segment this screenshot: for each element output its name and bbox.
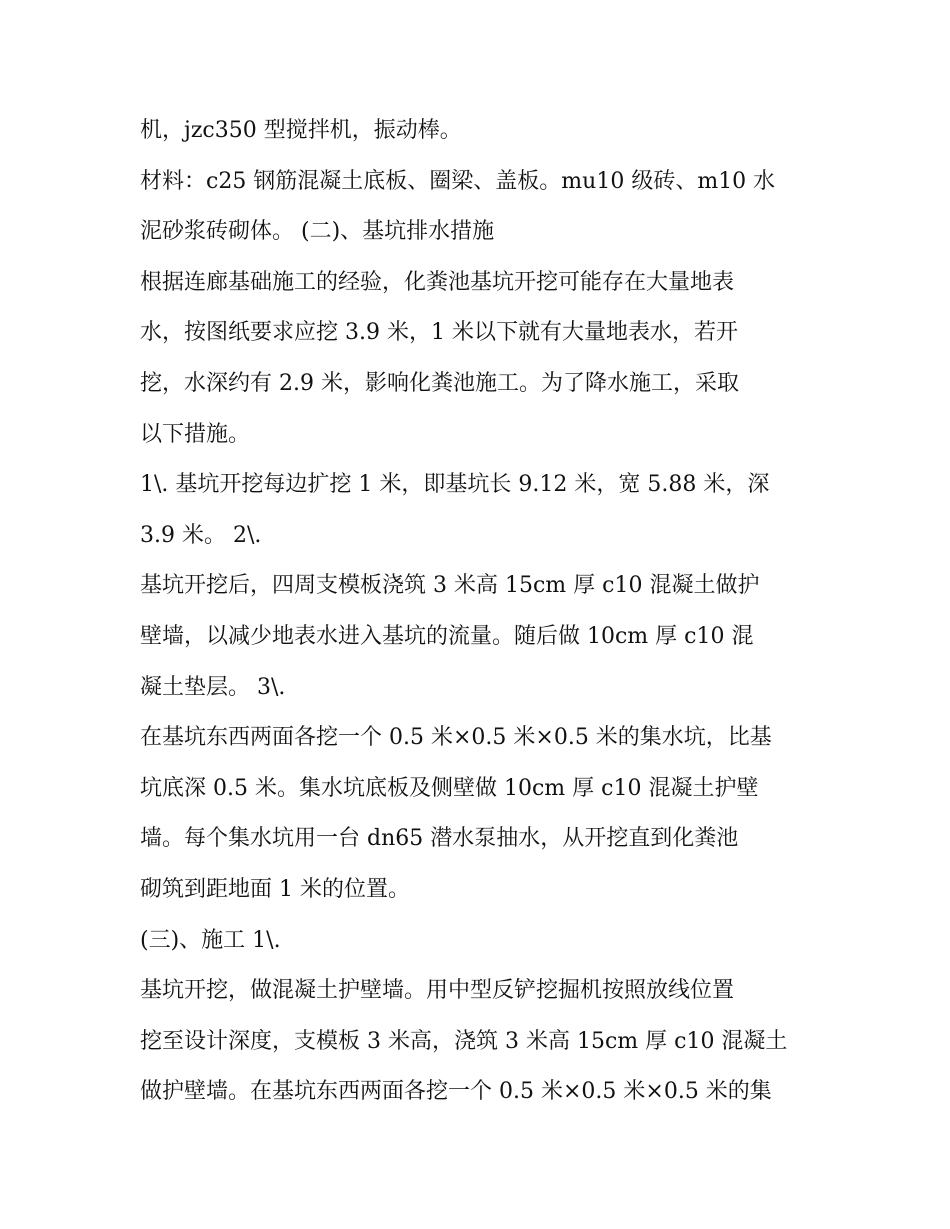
text-line: 根据连廊基础施工的经验，化粪池基坑开挖可能存在大量地表 <box>140 269 735 295</box>
text-line: 泥砂浆砖砌体。 (二)、基坑排水措施 <box>140 219 495 245</box>
text-line: 墙。每个集水坑用一台 dn65 潜水泵抽水，从开挖直到化粪池 <box>140 826 739 852</box>
text-line: 3.9 米。 2\. <box>140 522 262 548</box>
text-line: 在基坑东西两面各挖一个 0.5 米×0.5 米×0.5 米的集水坑，比基 <box>140 725 772 751</box>
text-line: 挖至设计深度，支模板 3 米高，浇筑 3 米高 15cm 厚 c10 混凝土 <box>140 1028 788 1054</box>
text-line: 壁墙，以减少地表水进入基坑的流量。随后做 10cm 厚 c10 混 <box>140 623 754 649</box>
text-line: 坑底深 0.5 米。集水坑底板及侧壁做 10cm 厚 c10 混凝土护壁 <box>140 775 759 801</box>
text-line: 机，jzc350 型搅拌机，振动棒。 <box>140 118 462 143</box>
text-line: 基坑开挖后，四周支模板浇筑 3 米高 15cm 厚 c10 混凝土做护 <box>140 573 760 599</box>
text-line: 1\. 基坑开挖每边扩挖 1 米，即基坑长 9.12 米，宽 5.88 米，深 <box>140 472 770 498</box>
text-line: (三)、施工 1\. <box>140 927 281 953</box>
text-line: 基坑开挖，做混凝土护壁墙。用中型反铲挖掘机按照放线位置 <box>140 978 735 1004</box>
document-body <box>140 106 820 1118</box>
text-line: 砌筑到距地面 1 米的位置。 <box>140 876 410 902</box>
text-line: 材料：c25 钢筋混凝土底板、圈梁、盖板。mu10 级砖、m10 水 <box>140 168 776 194</box>
text-line: 水，按图纸要求应挖 3.9 米，1 米以下就有大量地表水，若开 <box>140 320 738 346</box>
text-line: 做护壁墙。在基坑东西两面各挖一个 0.5 米×0.5 米×0.5 米的集 <box>140 1079 772 1105</box>
text-line: 凝土垫层。 3\. <box>140 674 286 700</box>
text-line: 以下措施。 <box>140 421 251 447</box>
text-line: 挖，水深约有 2.9 米，影响化粪池施工。为了降水施工，采取 <box>140 370 739 396</box>
